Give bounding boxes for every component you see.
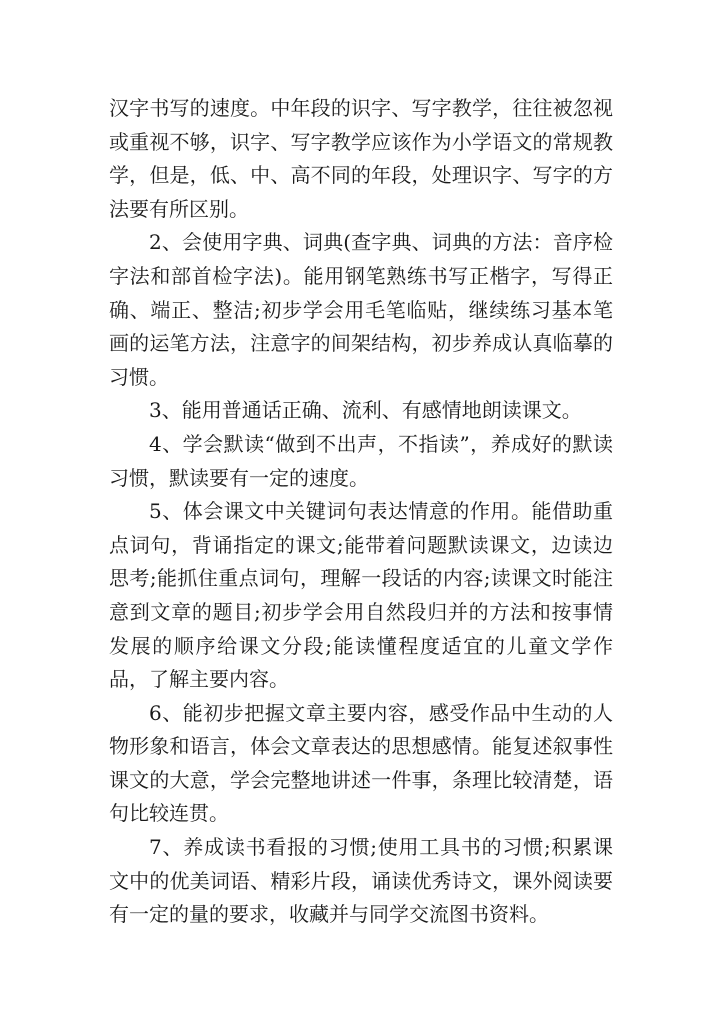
paragraph-item-3: 3、能用普通话正确、流利、有感情地朗读课文。 [149, 398, 582, 423]
paragraph-item-2: 2、会使用字典、词典(查字典、词典的方法：音序检字法和部首检字法)。能用钢笔熟练书写正楷字，写得正确、端正、整洁;初步学会用毛笔临贴，继续练习基本笔画的运笔方法，注意字的间架结构，初步养成认真临摹的习惯。 [109, 230, 613, 389]
document-page [109, 92, 613, 932]
paragraph-item-6: 6、能初步把握文章主要内容，感受作品中生动的人物形象和语言，体会文章表达的思想感情。能复述叙事性课文的大意，学会完整地讲述一件事，条理比较清楚，语句比较连贯。 [109, 700, 613, 826]
paragraph-continuation: 汉字书写的速度。中年段的识字、写字教学，往往被忽视或重视不够，识字、写字教学应该作为小学语文的常规教学，但是，低、中、高不同的年段，处理识字、写字的方法要有所区别。 [109, 96, 613, 221]
paragraph-item-4: 4、学会默读“做到不出声，不指读”，养成好的默读习惯，默读要有一定的速度。 [109, 431, 613, 490]
paragraph-item-5: 5、体会课文中关键词句表达情意的作用。能借助重点词句，背诵指定的课文;能带着问题默读课文，边读边思考;能抓住重点词句，理解一段话的内容;读课文时能注意到文章的题目;初步学会用自然段归并的方法和按事情发展的顺序给课文分段;能读懂程度适宜的儿童文学作品，了解主要内容。 [109, 499, 613, 692]
paragraph-item-7: 7、养成读书看报的习惯;使用工具书的习惯;积累课文中的优美词语、精彩片段，诵读优秀诗文，课外阅读要有一定的量的要求，收藏并与同学交流图书资料。 [109, 835, 613, 927]
